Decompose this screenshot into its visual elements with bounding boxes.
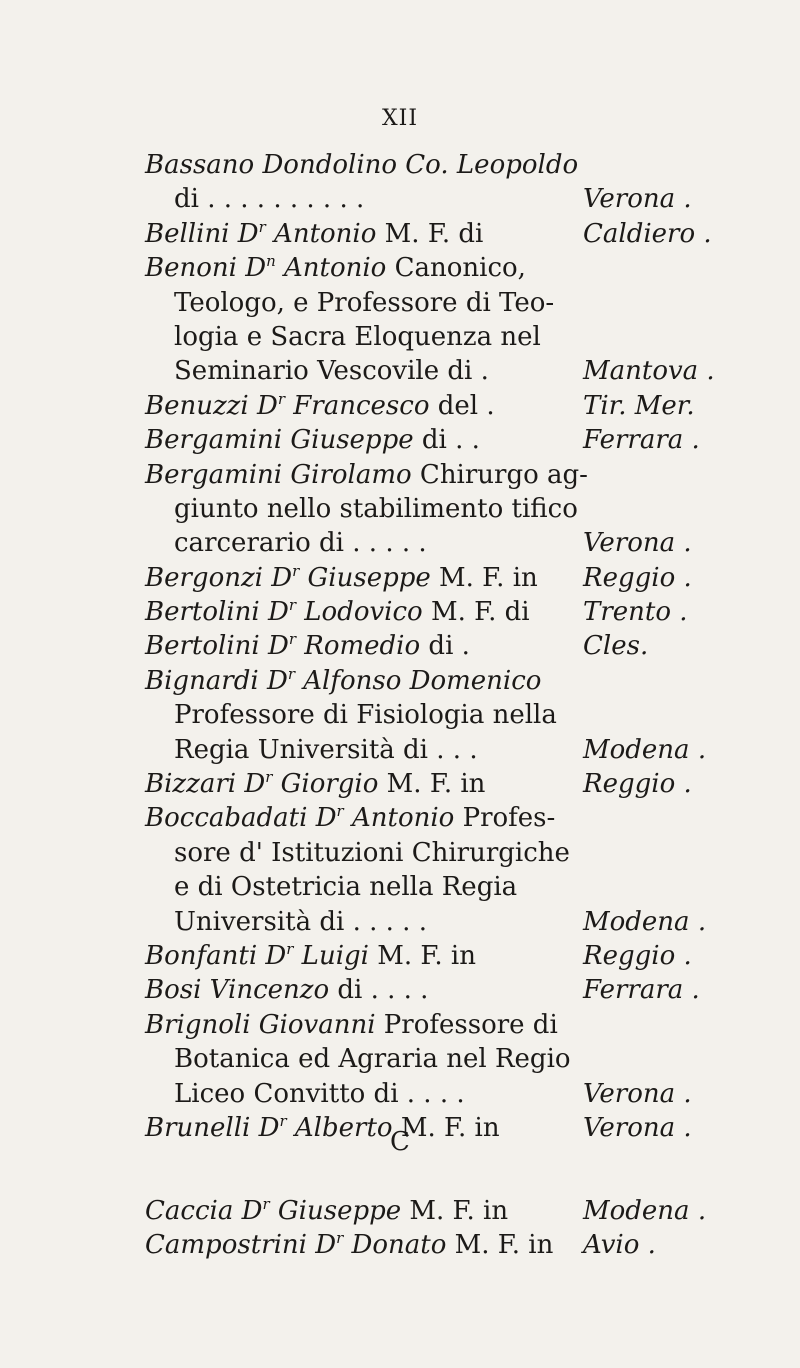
place-name: Caldiero . — [583, 218, 712, 249]
text-segment: Antonio — [275, 253, 395, 284]
text-segment: Bertolini D — [145, 631, 289, 662]
text-segment: Antonio — [343, 803, 463, 834]
text-segment: Boccabadati D — [145, 803, 337, 834]
text-segment: Bertolini D — [145, 597, 289, 628]
entry-line — [0, 458, 800, 492]
entry-continuation-line — [0, 1077, 800, 1111]
text-segment: Giuseppe — [269, 1196, 410, 1226]
entry-line — [0, 1008, 800, 1042]
text-segment: M. F. in — [377, 940, 476, 971]
name-list-b — [0, 148, 800, 1145]
place-name: Verona . — [583, 1078, 692, 1109]
title-superscript: r — [258, 217, 266, 236]
text-segment: Teologo, e Professore di Teo- — [174, 287, 555, 318]
entry-text — [174, 870, 517, 904]
text-segment: Luigi — [293, 940, 378, 971]
title-superscript: r — [286, 939, 294, 958]
entry-continuation-line — [0, 492, 800, 526]
text-segment: Profes- — [462, 803, 556, 834]
text-segment: carcerario di . . . . . — [174, 528, 427, 559]
place-name: Modena . — [583, 734, 707, 765]
text-segment: Campostrini D — [145, 1230, 337, 1261]
place-name: Mantova . — [583, 356, 715, 387]
text-segment: M. F. in — [409, 1196, 509, 1226]
entry-text — [174, 1077, 465, 1111]
text-segment: Liceo Convitto di . . . . — [174, 1078, 465, 1109]
place-name: Reggio . — [583, 769, 692, 800]
place-name: Verona . — [583, 1112, 692, 1143]
name-list-c — [0, 1194, 800, 1263]
text-segment: Regia Università di . . . — [174, 734, 478, 765]
entry-text — [174, 286, 554, 320]
entry-text — [145, 423, 480, 457]
entry-text — [174, 698, 557, 732]
entry-text — [145, 629, 470, 663]
entry-line — [0, 148, 800, 182]
text-segment: Romedio — [296, 631, 429, 662]
entry-line — [0, 767, 800, 801]
text-segment: di . . — [421, 425, 480, 456]
entry-continuation-line — [0, 870, 800, 904]
entry-text — [174, 492, 578, 526]
text-segment: Lodovico — [296, 597, 431, 628]
place-name: Verona . — [583, 184, 692, 215]
page-number: XII — [381, 106, 419, 131]
place-name: Modena . — [583, 906, 707, 937]
text-segment: Bellini D — [145, 218, 259, 249]
title-superscript: r — [279, 1111, 287, 1130]
entry-text — [145, 251, 526, 285]
text-segment: di . — [428, 631, 470, 662]
entry-text — [145, 1228, 553, 1262]
text-segment: di . . . . . . . . . . — [174, 184, 365, 215]
entry-line — [0, 801, 800, 835]
place-name: Reggio . — [583, 562, 692, 593]
section-letter: C — [390, 1127, 410, 1157]
place-name: Ferrara . — [583, 425, 700, 456]
text-segment: Bergamini Girolamo — [145, 459, 420, 490]
text-segment: Bergonzi D — [145, 562, 293, 593]
entry-continuation-line — [0, 354, 800, 388]
text-segment: M. F. di — [430, 597, 530, 628]
entry-line — [0, 629, 800, 663]
title-superscript: r — [336, 802, 344, 821]
text-segment: Alfonso Domenico — [294, 665, 542, 696]
text-segment: Bonfanti D — [145, 940, 287, 971]
text-segment: Brunelli D — [145, 1112, 280, 1143]
entry-continuation-line — [0, 905, 800, 939]
entry-text — [174, 320, 541, 354]
title-superscript: r — [287, 664, 295, 683]
place-name: Trento . — [583, 597, 688, 628]
text-segment: Seminario Vescovile di . — [174, 356, 489, 387]
text-segment: Caccia D — [145, 1196, 263, 1226]
text-segment: Bignardi D — [145, 665, 288, 696]
entry-text — [145, 1008, 558, 1042]
text-segment: Alberto — [286, 1112, 401, 1143]
text-segment: M. F. di — [384, 218, 484, 249]
entry-line — [0, 973, 800, 1007]
entry-text — [174, 182, 364, 216]
title-superscript: r — [262, 1195, 270, 1213]
text-segment: Bosi Vincenzo — [145, 975, 338, 1006]
text-segment: giunto nello stabilimento tifico — [174, 493, 578, 524]
title-superscript: r — [277, 389, 285, 408]
entry-continuation-line — [0, 286, 800, 320]
title-superscript: r — [265, 768, 273, 787]
entry-text — [174, 836, 570, 870]
text-segment: M. F. in — [439, 562, 538, 593]
text-segment: Brignoli Giovanni — [145, 1009, 384, 1040]
title-superscript: r — [288, 596, 296, 615]
place-name: Reggio . — [583, 940, 692, 971]
text-segment: Antonio — [265, 218, 385, 249]
title-superscript: r — [288, 630, 296, 649]
text-segment: Professore di — [383, 1009, 558, 1040]
place-name: Modena . — [583, 1196, 707, 1226]
entry-text — [145, 458, 588, 492]
text-segment: e di Ostetricia nella Regia — [174, 872, 518, 903]
entry-line — [0, 217, 800, 251]
text-segment: M. F. in — [454, 1230, 554, 1261]
entry-continuation-line — [0, 733, 800, 767]
text-segment: di . . . . — [337, 975, 429, 1006]
entry-line — [0, 1194, 800, 1228]
place-name: Ferrara . — [583, 975, 700, 1006]
entry-continuation-line — [0, 698, 800, 732]
entry-text — [174, 354, 489, 388]
entry-text — [145, 148, 578, 182]
entry-text — [145, 595, 530, 629]
text-segment: Bergamini Giuseppe — [145, 425, 422, 456]
text-segment: M. F. in — [400, 1112, 500, 1143]
text-segment: Bassano Dondolino Co. Leopoldo — [145, 150, 579, 180]
entry-continuation-line — [0, 182, 800, 216]
text-segment: Università di . . . . . — [174, 906, 427, 937]
place-name: Verona . — [583, 528, 692, 559]
entry-line — [0, 939, 800, 973]
text-segment: M. F. in — [386, 769, 486, 800]
entry-line — [0, 561, 800, 595]
text-segment: Chirurgo ag- — [419, 459, 588, 490]
text-segment: Francesco — [284, 390, 438, 421]
text-segment: Canonico, — [394, 253, 526, 284]
text-segment: Professore di Fisiologia nella — [174, 700, 557, 731]
entry-text — [145, 939, 476, 973]
entry-line — [0, 595, 800, 629]
entry-continuation-line — [0, 836, 800, 870]
text-segment: Giuseppe — [299, 562, 440, 593]
title-superscript: r — [292, 561, 300, 580]
text-segment: Donato — [343, 1230, 455, 1261]
entry-text — [174, 1042, 571, 1076]
entry-line — [0, 423, 800, 457]
title-superscript: n — [266, 252, 276, 271]
entry-line — [0, 251, 800, 285]
text-segment: sore d' Istituzioni Chirurgiche — [174, 837, 570, 868]
text-segment: logia e Sacra Eloquenza nel — [174, 321, 541, 352]
entry-text — [145, 767, 485, 801]
entry-text — [145, 561, 538, 595]
entry-line — [0, 389, 800, 423]
place-name: Cles. — [583, 631, 649, 662]
place-name: Tir. Mer. — [583, 390, 695, 421]
entry-text — [145, 217, 483, 251]
entry-text — [145, 801, 555, 835]
entry-text — [145, 664, 541, 698]
entry-text — [174, 733, 478, 767]
text-segment: Benoni D — [145, 253, 267, 284]
place-name: Avio . — [583, 1230, 656, 1261]
entry-text — [174, 526, 427, 560]
text-segment: Botanica ed Agraria nel Regio — [174, 1044, 571, 1075]
entry-text — [174, 905, 427, 939]
entry-continuation-line — [0, 320, 800, 354]
entry-continuation-line — [0, 1042, 800, 1076]
entry-line — [0, 664, 800, 698]
text-segment: Giorgio — [272, 769, 387, 800]
entry-text — [145, 1194, 508, 1228]
entry-text — [145, 389, 495, 423]
entry-line — [0, 1228, 800, 1262]
title-superscript: r — [336, 1229, 344, 1248]
text-segment: Bizzari D — [145, 769, 266, 800]
entry-continuation-line — [0, 526, 800, 560]
text-segment: del . — [437, 390, 495, 421]
text-segment: Benuzzi D — [145, 390, 278, 421]
entry-text — [145, 973, 428, 1007]
